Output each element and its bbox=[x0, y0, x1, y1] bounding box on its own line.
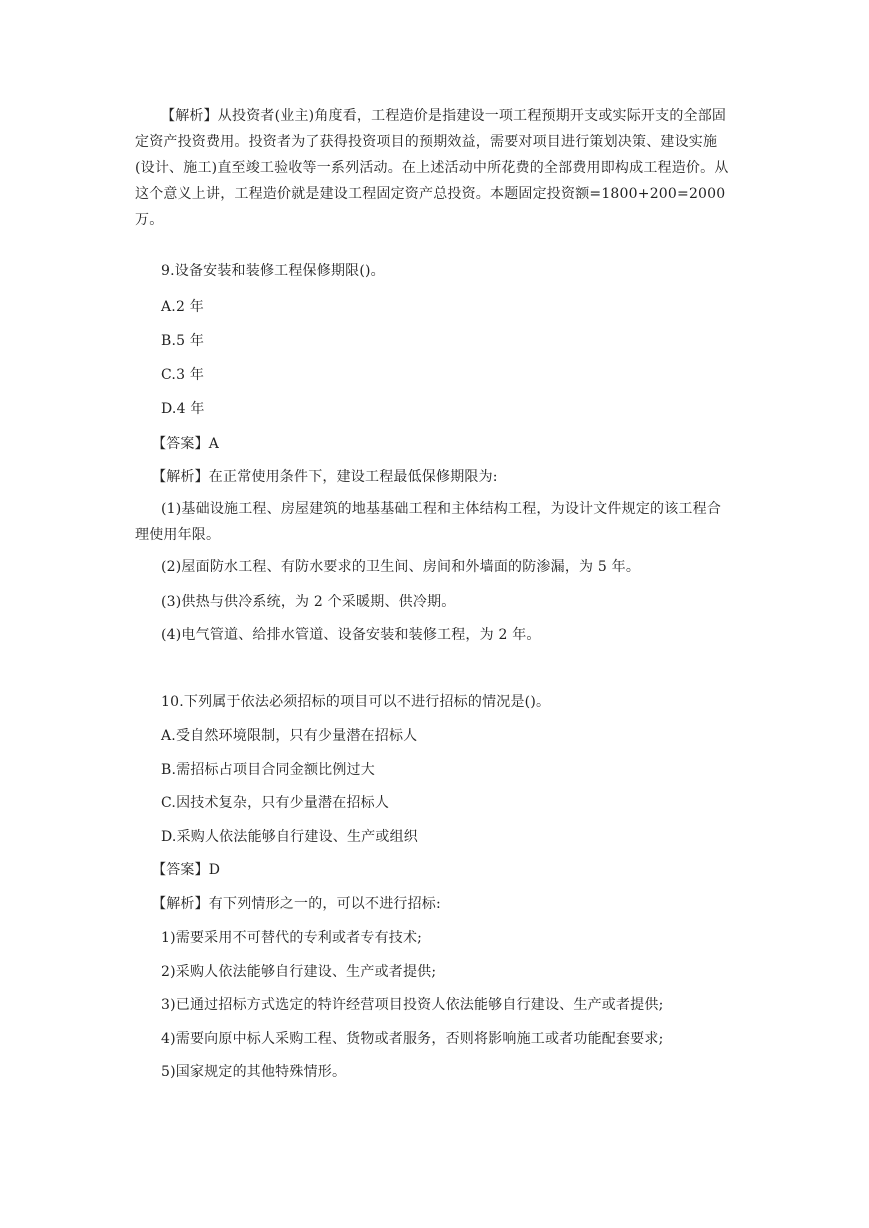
q10-point-1: 1)需要采用不可替代的专利或者专有技术; bbox=[161, 930, 423, 946]
q9-point-1: (1)基础设施工程、房屋建筑的地基基础工程和主体结构工程，为设计文件规定的该工程合理使用年限。 bbox=[135, 501, 722, 543]
q9-option-a: A.2 年 bbox=[161, 299, 204, 315]
q9-option-b: B.5 年 bbox=[161, 333, 205, 349]
analysis-paragraph-1: 【解析】从投资者(业主)角度看，工程造价是指建设一项工程预期开支或实际开支的全部固定资产投资费用。投资者为了获得投资项目的预期效益，需要对项目进行策划决策、建设实施(设计、施工)直至竣工验收等一系列活动。在上述活动中所花费的全部费用即构成工程造价。从这个意义上讲，工程造价就是建设工程固定资产总投资。本题固定投资额=1800+200=2000 万。 bbox=[135, 108, 729, 228]
q9-answer: 【答案】A bbox=[152, 436, 220, 452]
q9-point-2: (2)屋面防水工程、有防水要求的卫生间、房间和外墙面的防渗漏，为 5 年。 bbox=[161, 559, 641, 575]
q10-option-d: D.采购人依法能够自行建设、生产或组织 bbox=[161, 829, 418, 845]
q10-option-b: B.需招标占项目合同金额比例过大 bbox=[161, 762, 375, 778]
q9-point-3: (3)供热与供冷系统，为 2 个采暖期、供冷期。 bbox=[161, 594, 456, 610]
q10-analysis-intro: 【解析】有下列情形之一的，可以不进行招标: bbox=[152, 896, 441, 912]
q10-option-a: A.受自然环境限制，只有少量潜在招标人 bbox=[161, 728, 418, 744]
q9-option-c: C.3 年 bbox=[161, 367, 205, 383]
q10-point-5: 5)国家规定的其他特殊情形。 bbox=[161, 1064, 347, 1080]
q10-answer: 【答案】D bbox=[152, 862, 221, 878]
q9-point-4: (4)电气管道、给排水管道、设备安装和装修工程，为 2 年。 bbox=[161, 627, 541, 643]
q10-option-c: C.因技术复杂，只有少量潜在招标人 bbox=[161, 795, 390, 811]
question-9: 9.设备安装和装修工程保修期限()。 bbox=[161, 263, 385, 279]
q10-point-3: 3)已通过招标方式选定的特许经营项目投资人依法能够自行建设、生产或者提供; bbox=[161, 997, 664, 1013]
q9-option-d: D.4 年 bbox=[161, 401, 205, 417]
question-10: 10.下列属于依法必须招标的项目可以不进行招标的情况是()。 bbox=[161, 694, 551, 710]
q10-point-4: 4)需要向原中标人采购工程、货物或者服务，否则将影响施工或者功能配套要求; bbox=[161, 1031, 664, 1047]
q9-analysis-intro: 【解析】在正常使用条件下，建设工程最低保修期限为: bbox=[152, 469, 498, 485]
q10-point-2: 2)采购人依法能够自行建设、生产或者提供; bbox=[161, 964, 437, 980]
